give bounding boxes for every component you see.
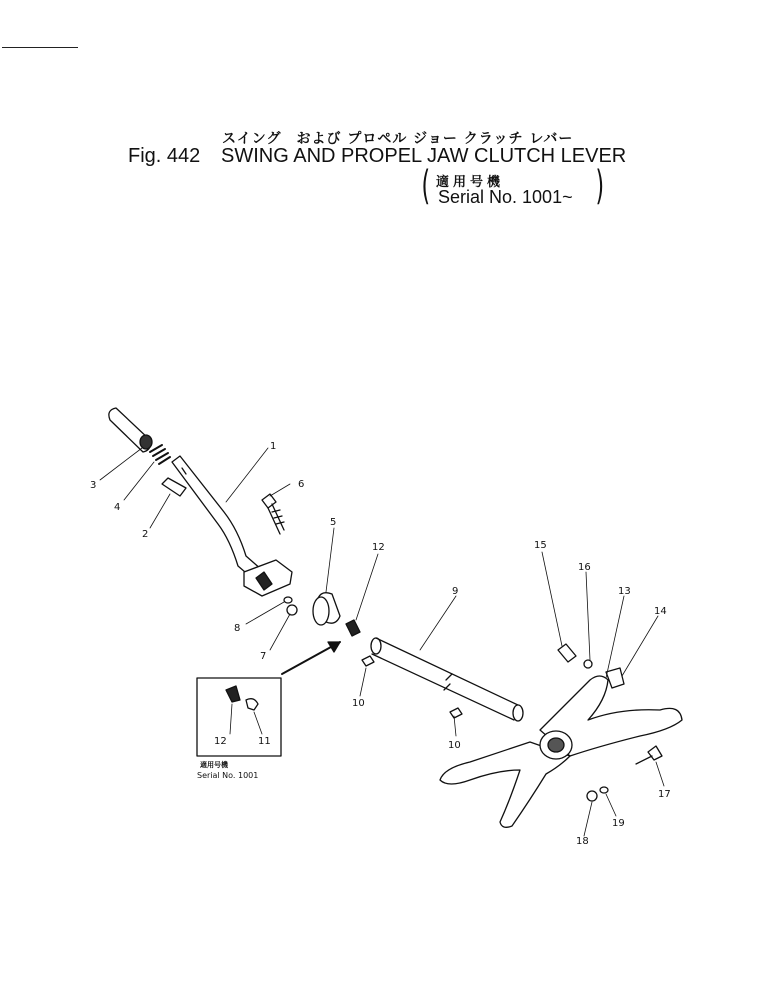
leader-lines	[100, 448, 664, 836]
page-title: SWING AND PROPEL JAW CLUTCH LEVER	[221, 145, 627, 167]
shift-fork-part-13	[440, 676, 682, 827]
figure-number: Fig. 442	[128, 145, 201, 167]
nut-part-7	[287, 605, 297, 615]
callout-4: 4	[114, 502, 121, 513]
lever-grip	[109, 408, 152, 452]
pin-part-2	[162, 478, 186, 496]
callout-17: 17	[658, 789, 671, 800]
callout-10b: 10	[448, 740, 461, 751]
callout-19: 19	[612, 818, 625, 829]
callout-15: 15	[534, 540, 547, 551]
nut-part-19	[600, 787, 608, 793]
spring-part-4	[150, 445, 170, 464]
paren-left: (	[421, 163, 431, 209]
collar-part-5	[313, 593, 340, 625]
key-part-10a	[362, 656, 374, 666]
inset-callout-11: 11	[258, 736, 271, 747]
paren-right: )	[595, 163, 605, 209]
bolt-part-15	[558, 644, 576, 662]
grease-fitting-part-12	[346, 620, 360, 636]
callout-13: 13	[618, 586, 631, 597]
serial-number: Serial No. 1001~	[438, 187, 573, 207]
key-part-10b	[450, 708, 462, 718]
callout-8: 8	[234, 623, 241, 634]
callout-6: 6	[298, 479, 305, 490]
callout-16: 16	[578, 562, 591, 573]
washer-part-18	[587, 791, 597, 801]
callout-7: 7	[260, 651, 267, 662]
callout-3: 3	[90, 480, 97, 491]
callout-12: 12	[372, 542, 385, 553]
washer-part-8	[284, 597, 292, 603]
inset-serial-number: Serial No. 1001	[197, 771, 259, 780]
clip-part-14	[606, 668, 624, 688]
inset-callout-12: 12	[214, 736, 227, 747]
callout-5: 5	[330, 517, 337, 528]
bolt-part-6	[262, 494, 284, 534]
shaft-part-9	[371, 638, 523, 721]
callout-14: 14	[654, 606, 667, 617]
washer-part-16	[584, 660, 592, 668]
serial-label-jp: 適用号機	[436, 175, 505, 190]
inset-arrow	[282, 642, 340, 674]
callout-18: 18	[576, 836, 589, 847]
callout-2: 2	[142, 529, 149, 540]
lever-part-1	[172, 456, 292, 596]
japanese-title: スイング および プロペル ジョー クラッチ レバー	[222, 131, 574, 147]
callout-10a: 10	[352, 698, 365, 709]
callout-1: 1	[270, 441, 277, 452]
inset-serial-label-jp: 適用号機	[200, 761, 228, 769]
bolt-part-17	[636, 746, 662, 764]
callout-9: 9	[452, 586, 459, 597]
